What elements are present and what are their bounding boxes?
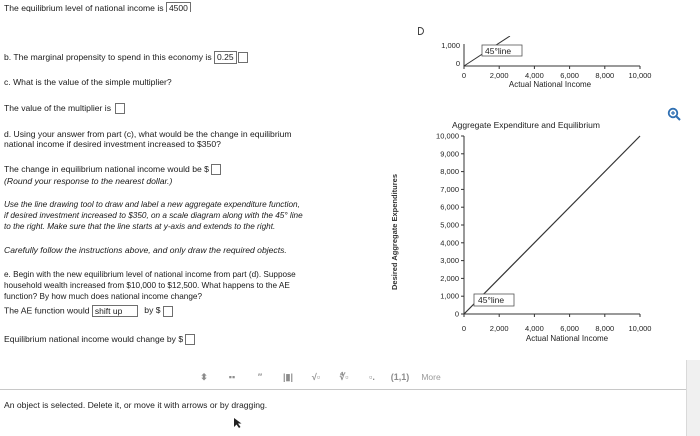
x-tick-label: 2,000 [489, 324, 509, 333]
small-x-tick-label: 0 [461, 71, 467, 80]
small-chart [425, 36, 685, 91]
nth-root-tool-icon[interactable]: ∜▫ [339, 371, 349, 382]
status-message: An object is selected. Delete it, or move it with arrows or by dragging. [4, 400, 268, 410]
sqrt-tool-icon[interactable]: √▫ [311, 372, 321, 382]
y-tick-label: 6,000 [440, 202, 459, 212]
main-chart-x-ticks [462, 314, 652, 333]
question-e-line1: e. Begin with the new equilibrium level of national income from part (d). Suppose [4, 270, 296, 279]
x-tick-label: 10,000 [628, 324, 652, 333]
y-tick-label: 1,000 [440, 291, 459, 301]
bar-tool-icon[interactable]: |▮| [283, 371, 293, 382]
draw-instructions-2: if desired investment increased to $350, on a scale diagram along with the 45° line [4, 211, 303, 220]
multiplier-answer-row [4, 103, 125, 114]
ae-shift-prefix: The AE function would [4, 305, 90, 316]
ae-shift-amount-input[interactable] [163, 306, 173, 317]
small-x-tick-label: 2,000 [489, 71, 509, 80]
small-x-tick-label: 8,000 [595, 71, 615, 80]
label-tool-icon[interactable]: ′′ [257, 372, 263, 382]
line-tool-icon[interactable]: ⬍ [200, 371, 208, 382]
y-tick-label: 2,000 [440, 273, 459, 283]
x-tick-label: 0 [461, 324, 467, 333]
multiplier-label: The value of the multiplier is [4, 103, 111, 113]
y-axis-label: Desired Aggregate Expenditures [390, 173, 399, 290]
y-tick-label: 5,000 [440, 220, 459, 230]
zoom-icon[interactable] [667, 107, 681, 121]
small-x-tick-label: 10,000 [628, 71, 652, 80]
point-tool-icon[interactable]: ▪▪ [228, 372, 236, 382]
question-b [4, 51, 248, 64]
small-x-axis-label: Actual National Income [508, 80, 592, 89]
draw-instructions-1: Use the line drawing tool to draw and label a new aggregate expenditure function, [4, 200, 300, 209]
question-b-text: b. The marginal propensity to spend in this economy is [4, 51, 212, 62]
careful-note: Carefully follow the instructions above, and only draw the required objects. [4, 245, 287, 255]
question-c-text: c. What is the value of the simple multiplier? [4, 77, 172, 87]
equilibrium-statement [4, 2, 191, 12]
small-x-tick-label: 6,000 [560, 71, 579, 80]
small-x-tick-label: 4,000 [525, 71, 544, 80]
mouse-cursor-icon [233, 417, 243, 429]
y-tick-label: 10,000 [436, 131, 459, 141]
question-e-line3: function? By how much does national income change? [4, 292, 202, 301]
y-tick-label: 0 [454, 309, 459, 319]
equilibrium-value: 4500 [166, 2, 191, 12]
ae-shift-row [4, 305, 173, 317]
income-change-input[interactable] [211, 164, 221, 175]
multiplier-input[interactable] [115, 103, 125, 114]
equilibrium-label: The equilibrium level of national income is [4, 2, 164, 12]
footer-divider [0, 389, 700, 390]
series-45-degree-line[interactable] [464, 136, 640, 314]
small-line-label: 45°line [485, 46, 512, 56]
small-x-ticks [462, 66, 652, 80]
y-tick-label: 4,000 [440, 238, 459, 248]
eq-change-input[interactable] [185, 334, 195, 345]
y-tick-label: 8,000 [440, 167, 459, 177]
drawing-toolbar [190, 368, 448, 388]
draw-instructions-3: to the right. Make sure that the line starts at y-axis and extends to the right. [4, 222, 276, 231]
mps-input[interactable] [238, 52, 248, 63]
side-panel-edge [686, 360, 700, 436]
y-tick-label: 3,000 [440, 256, 459, 266]
eq-change-label: Equilibrium national income would change by $ [4, 334, 184, 344]
question-d-line1: d. Using your answer from part (c), what would be the change in equilibrium [4, 129, 292, 139]
y-tick-label: 9,000 [440, 149, 459, 159]
x-tick-label: 4,000 [525, 324, 544, 333]
more-button[interactable]: More [421, 372, 441, 382]
question-d-line2: national income if desired investment increased to $350? [4, 139, 221, 149]
resize-handle-icon[interactable] [418, 27, 424, 35]
small-ytick-top: 1,000 [441, 41, 460, 50]
line-label: 45°line [478, 295, 505, 305]
mps-value: 0.25 [214, 51, 237, 64]
main-chart[interactable] [425, 128, 687, 348]
y-tick-label: 7,000 [440, 184, 459, 194]
ae-shift-dropdown[interactable]: shift up [92, 305, 138, 317]
ordered-pair-tool-icon[interactable]: (1,1) [390, 372, 410, 382]
round-note: (Round your response to the nearest dollar.) [4, 176, 173, 186]
decimal-tool-icon[interactable]: ▫. [369, 372, 375, 382]
question-e-line2: household wealth increased from $10,000 to $12,500. What happens to the AE [4, 281, 290, 290]
eq-change-row [4, 334, 195, 345]
income-change-row [4, 164, 221, 175]
chart-title: Aggregate Expenditure and Equilibrium [452, 120, 600, 130]
x-tick-label: 6,000 [560, 324, 579, 333]
income-change-label: The change in equilibrium national income would be $ [4, 164, 209, 174]
small-ytick-zero: 0 [455, 59, 460, 68]
main-chart-y-ticks [436, 132, 464, 319]
main-chart-series [464, 136, 640, 314]
x-tick-label: 8,000 [595, 324, 615, 333]
ae-shift-by-label: by $ [144, 305, 161, 316]
x-axis-label: Actual National Income [525, 334, 609, 343]
